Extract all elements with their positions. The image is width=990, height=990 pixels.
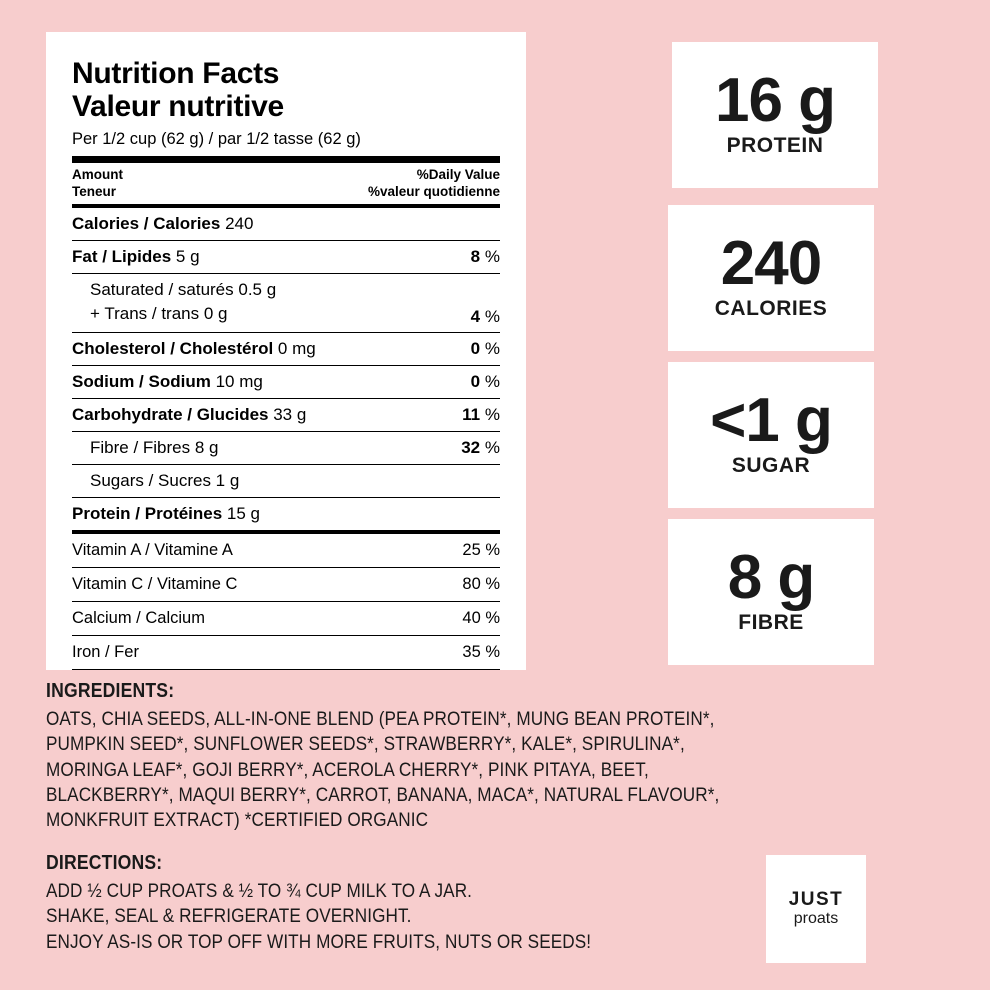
nutrition-facts-panel xyxy=(46,32,526,670)
ingredients-line: MORINGA LEAF*, GOJI BERRY*, ACEROLA CHERRY*, PINK PITAYA, BEET, xyxy=(46,758,649,781)
callout-fibre-value: 8 g xyxy=(727,542,815,612)
dv-fat-pct: % xyxy=(484,246,500,266)
serving-size: Per 1/2 cup (62 g) / par 1/2 tasse (62 g) xyxy=(72,129,361,148)
dv-vitamin-c: 80 % xyxy=(462,575,500,594)
logo-line-just: JUST xyxy=(788,889,844,911)
label-iron: Iron / Fer xyxy=(72,643,139,662)
callout-protein xyxy=(672,42,878,188)
logo-line-proats: proats xyxy=(793,910,839,928)
callout-sugar xyxy=(668,362,874,508)
ingredients-heading: INGREDIENTS: xyxy=(46,680,175,702)
header-teneur: Teneur xyxy=(72,183,117,199)
label-fibre: Fibre / Fibres 8 g xyxy=(90,438,219,458)
callout-sugar-value: <1 g xyxy=(710,385,832,455)
label-saturated: Saturated / saturés 0.5 g xyxy=(90,279,277,299)
nutrition-title-en: Nutrition Facts xyxy=(72,57,280,90)
dv-carbohydrate-pct: % xyxy=(484,405,500,425)
label-vitamin-a: Vitamin A / Vitamine A xyxy=(72,541,233,560)
dv-saturated-trans: 4 xyxy=(470,307,481,327)
ingredients-line: BLACKBERRY*, MAQUI BERRY*, CARROT, BANANA, MACA*, NATURAL FLAVOUR*, xyxy=(46,784,720,807)
label-trans: + Trans / trans 0 g xyxy=(90,304,228,324)
callout-protein-label: PROTEIN xyxy=(726,134,824,158)
header-daily-value: %Daily Value xyxy=(416,166,500,182)
directions-block xyxy=(46,852,766,955)
value-fat: 5 g xyxy=(171,246,200,266)
label-sugars: Sugars / Sucres 1 g xyxy=(90,471,240,491)
callout-fibre xyxy=(668,519,874,665)
callout-fibre-label: FIBRE xyxy=(738,611,804,635)
value-carbohydrate: 33 g xyxy=(268,405,307,425)
callout-sugar-label: SUGAR xyxy=(731,454,811,478)
divider-thick-top xyxy=(72,156,500,163)
value-calories: 240 xyxy=(220,213,254,233)
nutrient-row-protein xyxy=(72,498,500,530)
directions-heading: DIRECTIONS: xyxy=(46,852,163,874)
value-cholesterol: 0 mg xyxy=(273,339,316,359)
label-carbohydrate: Carbohydrate / Glucides xyxy=(72,405,269,425)
callout-protein-value: 16 g xyxy=(714,65,836,135)
dv-saturated-trans-pct: % xyxy=(484,307,500,327)
label-sodium: Sodium / Sodium xyxy=(72,372,211,392)
nutrient-row-cholesterol xyxy=(72,333,500,365)
ingredients-line: MONKFRUIT EXTRACT) *CERTIFIED ORGANIC xyxy=(46,809,429,832)
dv-cholesterol-pct: % xyxy=(484,339,500,359)
directions-body xyxy=(46,879,766,955)
dv-vitamin-a: 25 % xyxy=(462,541,500,560)
ingredients-line: OATS, CHIA SEEDS, ALL-IN-ONE BLEND (PEA PROTEIN*, MUNG BEAN PROTEIN*, xyxy=(46,708,715,730)
label-fat: Fat / Lipides xyxy=(72,246,172,266)
dv-fibre: 32 xyxy=(461,438,481,458)
dv-fat: 8 xyxy=(470,246,481,266)
nutrient-row-iron xyxy=(72,636,500,669)
nutrient-row-calories xyxy=(72,208,500,240)
callout-calories-label: CALORIES xyxy=(714,297,828,321)
brand-logo xyxy=(766,855,866,963)
label-protein: Protein / Protéines xyxy=(72,504,223,524)
value-sodium: 10 mg xyxy=(210,372,263,392)
ingredients-body xyxy=(46,707,766,834)
nutrient-row-vitamin-a xyxy=(72,534,500,567)
dv-cholesterol: 0 xyxy=(470,339,481,359)
directions-line: SHAKE, SEAL & REFRIGERATE OVERNIGHT. xyxy=(46,905,412,928)
label-cholesterol: Cholesterol / Cholestérol xyxy=(72,339,274,359)
label-vitamin-c: Vitamin C / Vitamine C xyxy=(72,575,238,594)
callout-calories-value: 240 xyxy=(720,228,822,298)
nutrient-row-sodium xyxy=(72,366,500,398)
nutrition-header-row xyxy=(72,163,500,204)
directions-line: ENJOY AS-IS OR TOP OFF WITH MORE FRUITS, NUTS OR SEEDS! xyxy=(46,930,592,953)
nutrient-row-fibre xyxy=(72,432,500,464)
ingredients-block xyxy=(46,680,766,834)
nutrition-title-fr: Valeur nutritive xyxy=(72,90,284,124)
label-calories: Calories / Calories xyxy=(72,213,221,233)
dv-fibre-pct: % xyxy=(484,438,500,458)
header-amount: Amount xyxy=(72,166,123,182)
header-valeur-quotidienne: %valeur quotidienne xyxy=(367,183,500,199)
dv-iron: 35 % xyxy=(462,643,500,662)
nutrient-row-fat xyxy=(72,241,500,273)
nutrient-row-sugars xyxy=(72,465,500,497)
ingredients-line: PUMPKIN SEED*, SUNFLOWER SEEDS*, STRAWBERRY*, KALE*, SPIRULINA*, xyxy=(46,733,685,756)
callout-calories xyxy=(668,205,874,351)
value-protein: 15 g xyxy=(222,504,261,524)
dv-sodium-pct: % xyxy=(484,372,500,392)
label-calcium: Calcium / Calcium xyxy=(72,609,205,628)
nutrient-row-calcium xyxy=(72,602,500,635)
dv-carbohydrate: 11 xyxy=(462,405,481,425)
nutrient-row-saturated-trans xyxy=(72,274,500,332)
nutrient-row-vitamin-c xyxy=(72,568,500,601)
nutrient-row-carbohydrate xyxy=(72,399,500,431)
divider-thin-iron xyxy=(72,669,500,670)
dv-sodium: 0 xyxy=(470,372,481,392)
directions-line: ADD ½ CUP PROATS & ½ TO ¾ CUP MILK TO A JAR. xyxy=(46,880,473,902)
dv-calcium: 40 % xyxy=(462,609,500,628)
